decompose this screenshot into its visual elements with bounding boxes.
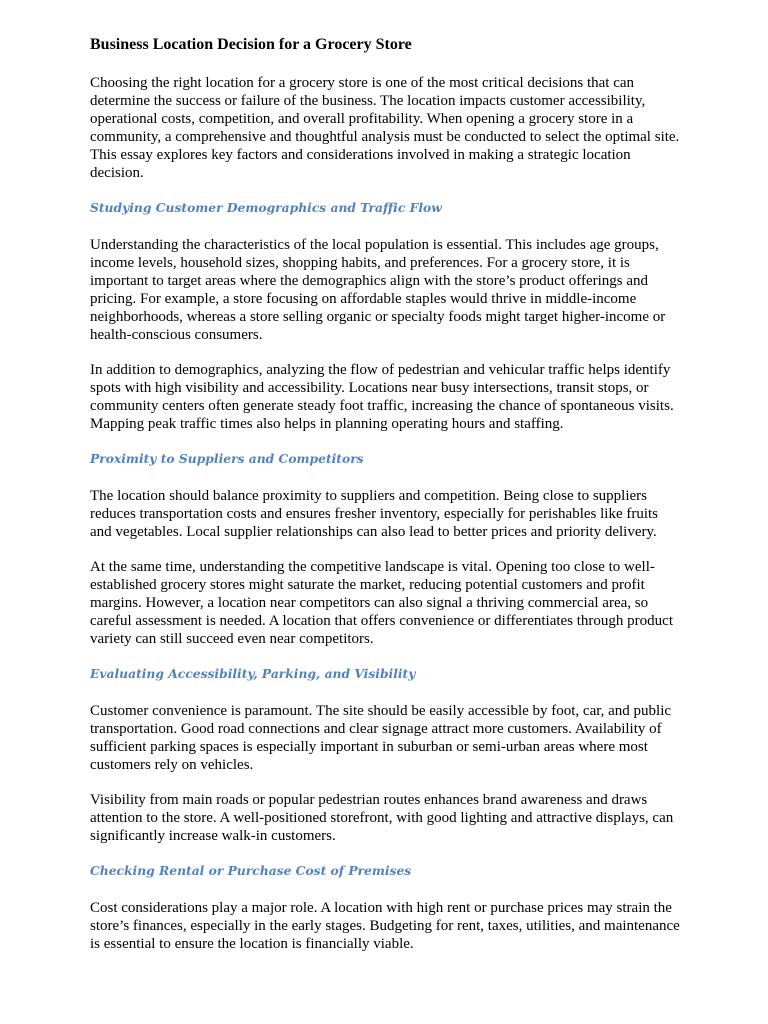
section-suppliers-competitors <box>90 450 682 648</box>
section-heading: Studying Customer Demographics and Traffic Flow <box>90 200 442 215</box>
section-heading: Proximity to Suppliers and Competitors <box>90 451 364 466</box>
section-accessibility <box>90 665 682 845</box>
section-demographics <box>90 199 682 433</box>
section-costs <box>90 862 682 953</box>
section-heading: Checking Rental or Purchase Cost of Premises <box>90 863 412 878</box>
section-paragraph: In addition to demographics, analyzing the flow of pedestrian and vehicular traffic helps identify spots with high visibility and accessibility. Locations near busy intersections, transit stops, or community centers often generate steady foot traffic, increasing the chance of spontaneous visits. Mapping peak traffic times also helps in planning operating hours and staffing. <box>90 362 674 432</box>
document-page <box>90 34 682 970</box>
document-title: Business Location Decision for a Grocery Store <box>90 36 412 53</box>
section-paragraph: Customer convenience is paramount. The site should be easily accessible by foot, car, and public transportation. Good road connections and clear signage attract more customers. Availability of sufficient parking spaces is especially important in suburban or semi-urban areas where most customers rely on vehicles. <box>90 703 672 773</box>
intro-paragraph: Choosing the right location for a grocery store is one of the most critical decisions that can determine the success or failure of the business. The location impacts customer accessibility, operational costs, competition, and overall profitability. When opening a grocery store in a community, a comprehensive and thoughtful analysis must be conducted to select the optimal site. This essay explores key factors and considerations involved in making a strategic location decision. <box>90 75 680 181</box>
section-heading: Evaluating Accessibility, Parking, and Visibility <box>90 666 416 681</box>
section-paragraph: At the same time, understanding the competitive landscape is vital. Opening too close to well-established grocery stores might saturate the market, reducing potential customers and profit margins. However, a location near competitors can also signal a thriving commercial area, so careful assessment is needed. A location that offers convenience or differentiates through product variety can still succeed even near competitors. <box>90 559 674 647</box>
section-paragraph: Visibility from main roads or popular pedestrian routes enhances brand awareness and draws attention to the store. A well-positioned storefront, with good lighting and attractive displays, can significantly increase walk-in customers. <box>90 792 674 844</box>
section-paragraph: Cost considerations play a major role. A location with high rent or purchase prices may strain the store’s finances, especially in the early stages. Budgeting for rent, taxes, utilities, and maintenance is essential to ensure the location is financially viable. <box>90 900 680 952</box>
section-paragraph: The location should balance proximity to suppliers and competition. Being close to suppliers reduces transportation costs and ensures fresher inventory, especially for perishables like fruits and vegetables. Local supplier relationships can also lead to better prices and priority delivery. <box>90 488 659 540</box>
section-paragraph: Understanding the characteristics of the local population is essential. This includes age groups, income levels, household sizes, shopping habits, and preferences. For a grocery store, it is important to target areas where the demographics align with the store’s product offerings and pricing. For example, a store focusing on affordable staples would thrive in middle-income neighborhoods, whereas a store selling organic or specialty foods might target higher-income or health-conscious consumers. <box>90 237 666 343</box>
